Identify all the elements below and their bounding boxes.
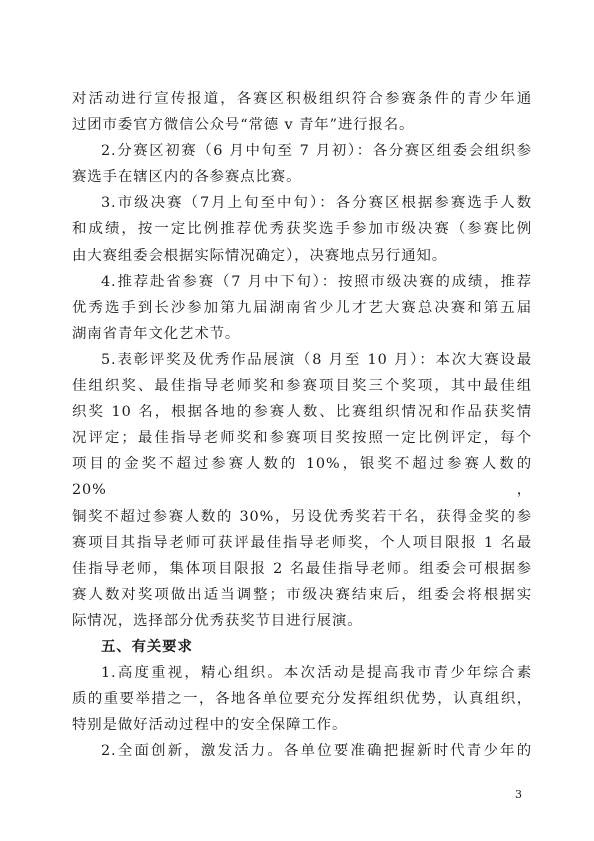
text-line: 织奖 10 名，根据各地的参赛人数、比赛组织情况和作品获奖情 <box>72 404 532 421</box>
text-line: 对活动进行宣传报道，各赛区积极组织符合参赛条件的青少年通 <box>72 91 532 107</box>
text-line: 过团市委官方微信公众号“常德 v 青年”进行报名。 <box>72 117 415 134</box>
body-text <box>72 86 532 764</box>
text-line: 5.表彰评奖及优秀作品展演（8 月至 10 月）：本次大赛设最 <box>101 351 532 368</box>
text-line: 2.全面创新，激发活力。各单位要准确把握新时代青少年的 <box>101 743 532 760</box>
text-line: 1.高度重视，精心组织。本次活动是提高我市青少年综合素 <box>101 665 532 682</box>
text-line: 特别是做好活动过程中的安全保障工作。 <box>72 717 348 734</box>
text-line: 况评定；最佳指导老师奖和参赛项目奖按照一定比例评定，每个 <box>72 430 532 447</box>
text-line: 赛项目其指导老师可获评最佳指导老师奖，个人项目限报 1 名最 <box>72 534 532 551</box>
text-line: 佳指导老师，集体项目限报 2 名最佳指导老师。组委会可根据参 <box>72 560 532 577</box>
text-line: 质的重要举措之一，各地各单位要充分发挥组织优势，认真组织， <box>72 691 532 708</box>
text-line: 由大赛组委会根据实际情况确定），决赛地点另行通知。 <box>72 247 448 264</box>
text-line: 4.推荐赴省参赛（7 月中下旬）：按照市级决赛的成绩，推荐 <box>101 273 532 290</box>
text-line: 铜奖不超过参赛人数的 30%，另设优秀奖若干名，获得金奖的参 <box>72 508 532 525</box>
section-heading: 五、有关要求 <box>101 638 193 655</box>
text-line: 湖南省青年文化艺术节。 <box>72 325 241 342</box>
text-line: 项目的金奖不超过参赛人数的 10%，银奖不超过参赛人数的 20%， <box>72 456 532 499</box>
text-line: 佳组织奖、最佳指导老师奖和参赛项目奖三个奖项，其中最佳组 <box>72 378 532 395</box>
text-line: 赛人数对奖项做出适当调整；市级决赛结束后，组委会将根据实 <box>72 586 532 603</box>
text-line: 赛选手在辖区内的各参赛点比赛。 <box>72 169 302 186</box>
text-line: 优秀选手到长沙参加第九届湖南省少儿才艺大赛总决赛和第五届 <box>72 299 532 316</box>
text-line: 际情况，选择部分优秀获奖节目进行展演。 <box>72 612 363 629</box>
page-number: 3 <box>515 788 522 801</box>
text-line: 和成绩，按一定比例推荐优秀获奖选手参加市级决赛（参赛比例 <box>72 221 532 238</box>
text-line: 2.分赛区初赛（6 月中旬至 7 月初）：各分赛区组委会组织参 <box>101 143 532 160</box>
text-line: 3.市级决赛（7月上旬至中旬）：各分赛区根据参赛选手人数 <box>101 195 532 212</box>
